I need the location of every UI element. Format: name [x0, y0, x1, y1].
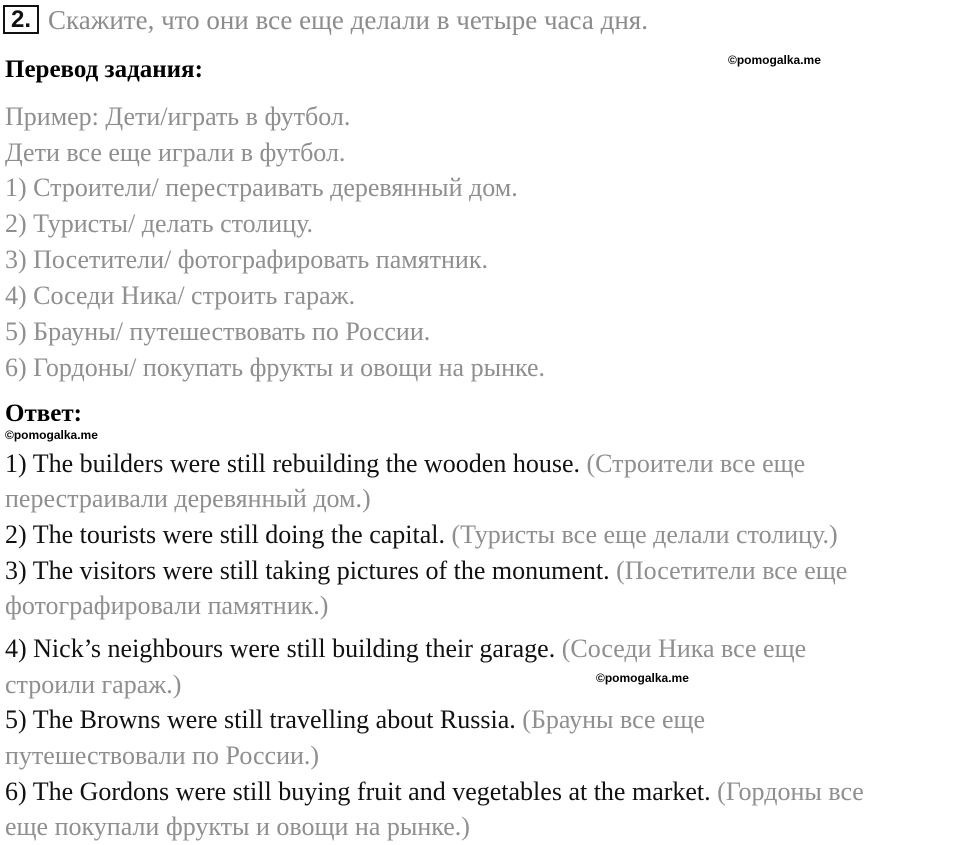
answer-item-2-russian: (Туристы все еще делали столицу.): [451, 520, 838, 549]
task-number: 2.: [3, 5, 39, 34]
answer-item-1-russian-cont: перестраивали деревянный дом.): [5, 484, 371, 513]
translation-item-2: 2) Туристы/ делать столицу.: [5, 209, 314, 238]
answer-item-4-line-1: [5, 631, 806, 666]
answer-item-5-line-1: [5, 702, 705, 737]
answer-item-3-english: 3) The visitors were still taking pictures of the monument.: [5, 556, 610, 585]
answer-item-5-russian-cont: путешествовали по России.): [5, 741, 320, 770]
answer-item-6-russian-cont: еще покупали фрукты и овощи на рынке.): [5, 812, 470, 841]
translation-item-5: 5) Брауны/ путешествовать по России.: [5, 317, 431, 346]
answer-item-5-russian: (Брауны все еще: [522, 705, 706, 734]
answer-item-2-english: 2) The tourists were still doing the capital.: [5, 520, 445, 549]
task-text: Скажите, что они все еще делали в четыре часа дня.: [48, 5, 648, 35]
translation-item-4: 4) Соседи Ника/ строить гараж.: [5, 281, 356, 310]
answer-item-4-russian: (Соседи Ника все еще: [561, 634, 807, 663]
translation-heading: Перевод задания:: [5, 56, 203, 83]
answer-item-5-english: 5) The Browns were still travelling about Russia.: [5, 705, 516, 734]
answer-item-2-line-1: [5, 517, 838, 552]
answer-item-1-english: 1) The builders were still rebuilding the wooden house.: [5, 449, 581, 478]
answer-heading: Ответ:: [5, 400, 82, 427]
answer-item-4-russian-cont: строили гараж.): [5, 670, 182, 699]
watermark-1: ©pomogalka.me: [728, 53, 821, 67]
answer-item-3-russian-cont: фотографировали памятник.): [5, 591, 329, 620]
answer-item-6-english: 6) The Gordons were still buying fruit and vegetables at the market.: [5, 777, 711, 806]
watermark-2: ©pomogalka.me: [5, 428, 98, 442]
answer-item-6-line-1: [5, 774, 864, 809]
answer-item-1-russian: (Строители все еще: [586, 449, 806, 478]
translation-example: Пример: Дети/играть в футбол.: [5, 102, 351, 131]
answer-item-3-line-1: [5, 553, 847, 588]
translation-item-1: 1) Строители/ перестраивать деревянный дом.: [5, 173, 518, 202]
answer-item-1-line-1: [5, 446, 805, 481]
translation-item-3: 3) Посетители/ фотографировать памятник.: [5, 245, 488, 274]
translation-example-answer: Дети все еще играли в футбол.: [5, 138, 346, 167]
answer-item-3-russian: (Посетители все еще: [616, 556, 848, 585]
translation-item-6: 6) Гордоны/ покупать фрукты и овощи на рынке.: [5, 353, 546, 382]
answer-item-6-russian: (Гордоны все: [717, 777, 864, 806]
watermark-3: ©pomogalka.me: [596, 671, 689, 685]
answer-item-4-english: 4) Nick’s neighbours were still building their garage.: [5, 634, 556, 663]
